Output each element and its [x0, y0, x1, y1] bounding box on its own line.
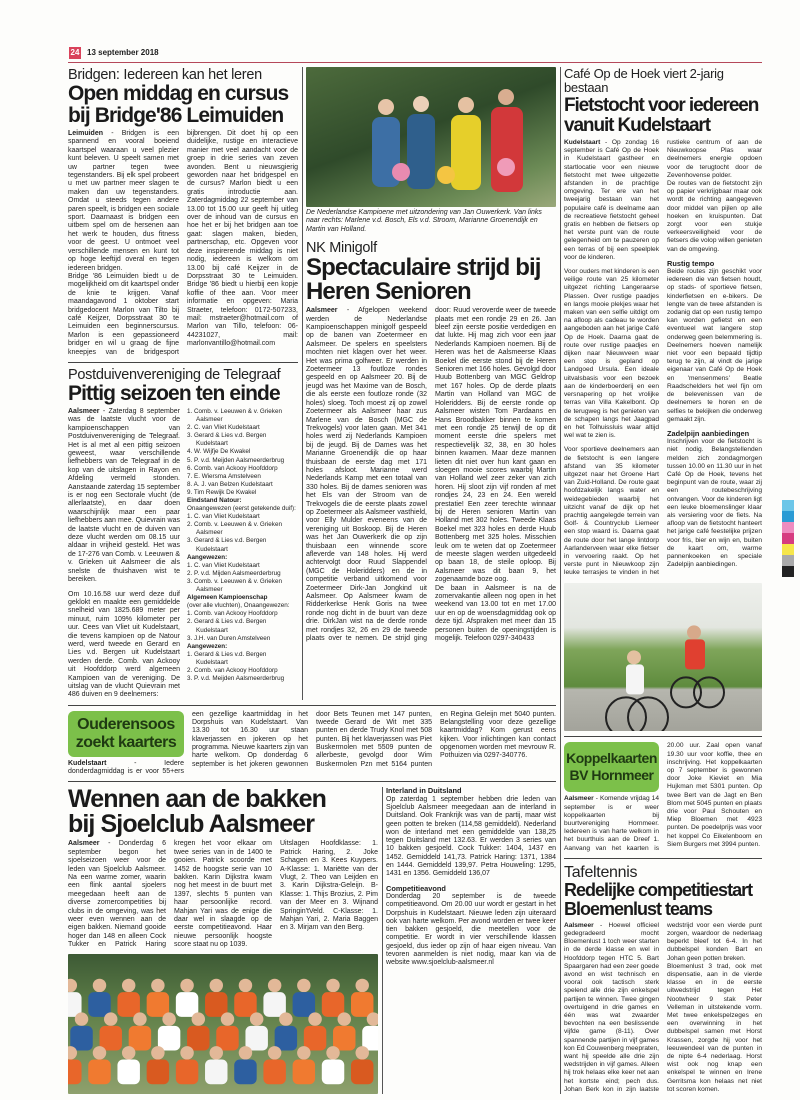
dateline: Aalsmeer — [306, 307, 338, 315]
person-body — [234, 1059, 256, 1084]
result-item: 3. J.H. van Duren Amstelveen — [187, 634, 271, 642]
koppelkaarten-body — [564, 742, 762, 852]
article-headline — [564, 881, 762, 919]
sjoel-main — [68, 787, 378, 1094]
article-duiven — [68, 367, 298, 700]
ouderensoos-body — [68, 711, 556, 777]
dateline: Aalsmeer — [564, 795, 594, 803]
result-item: 3. Gerard & Lies v.d. Bergen Kudelstaart — [187, 537, 267, 553]
article-body — [68, 130, 298, 357]
person-body — [322, 992, 344, 1017]
results-note: (over alle vluchten), Onaangewezen: — [187, 602, 290, 610]
result-item: 5. P. v.d. Meijden Aalsmeerderbrug — [187, 456, 285, 464]
person-body — [88, 992, 110, 1017]
person-body — [129, 1026, 151, 1051]
paragraph: Bridge '86 Leimuiden biedt u de mogelijkheid om dit kaartspel onder de knie te krijgen. Vanaf maandagavond 1 oktober start bridgedocent Marlon van Tilto bij café Keijzer, Dorpsstraat 30 te Leimuiden een beginnerscursus. Marlon is een gepassioneerd bridger en wil u graag de fijne kneepjes van de bridgesport bijbrengen. Dit doet hij op een duidelijke, rustige en interactieve manier met veel aandacht voor de groep in drie series van zeven avonden. Bent u nieuwsgierig geworden naar het bridgespel en de cursus? Marlon biedt u een gratis introductie aan. Zaterdagmiddag 22 september van 13.00 tot 15.00 uur geeft hij uitleg over de inhoud van de cursus en hoe het er bij het bridgen aan toe gaat: slagen maken, bieden, partnerschap, etc. Opgeven voor deze inspirerende middag is niet nodig, iedereen is welkom om 13.00 bij café Keijzer in de Dorpsstraat 30 te Leimuiden. Bridge '86 biedt u hierbij een kopje koffie of thee aan. Voor meer informatie en opgeven: Maria Straeter, telefoon: 0172-507233, mail: mstraeter@hotmail.com of Marlon van Tillo, telefoon: 06-44231027, mail: marlonvantillo@hotmail.com — [68, 130, 298, 356]
person-body — [234, 992, 256, 1017]
body-column — [68, 408, 180, 700]
left-middle-area — [68, 67, 556, 1094]
person-body — [99, 1026, 121, 1051]
article-headline: Pittig seizoen ten einde — [68, 381, 280, 405]
headline-line: Heren Senioren — [306, 278, 471, 306]
article-body — [564, 922, 762, 1094]
left-column — [68, 67, 298, 700]
person-body — [205, 1059, 227, 1084]
article-headline — [306, 256, 556, 304]
sjoel-body — [68, 840, 378, 949]
results-list — [187, 610, 298, 642]
headline-line: bij Bridge'86 Leimuiden — [68, 104, 284, 127]
result-item: 2. C. van Vliet Kudelstaart — [187, 424, 260, 432]
divider — [564, 736, 762, 737]
results-heading: Algemeen Kampioenschap — [187, 594, 268, 602]
person-head — [279, 1012, 292, 1025]
article-bridge — [68, 67, 298, 357]
person-head — [192, 1012, 205, 1025]
person-head — [122, 978, 135, 991]
person-body — [245, 1026, 267, 1051]
person-body — [293, 1059, 315, 1084]
headline-line: Redelijke competitiestart — [564, 879, 753, 900]
person-body — [351, 992, 373, 1017]
column-rule — [560, 67, 561, 1094]
person-head — [239, 1046, 252, 1059]
article-kicker: Bridgen: Iedereen kan het leren — [68, 67, 262, 83]
person-head — [221, 1012, 234, 1025]
paragraph: - Zaterdag 8 september was de laatste vlucht voor de kampioenschappen van Postduivenvereniging de Telegraaf. Het is al met al een pittig seizoen geweest, waar verschillende liefhebbers van de Telegraaf in de kop van de uitslagen in Rayon en Afdeling vermeld stonden. Aanstaande zaterdag 15 september is er nog een Sectorale vlucht (de allerlaatste), en daar doen waarschijnlijk maar een paar liefhebbers aan mee. Quievrain was de laatste vlucht en de duiven van deze vlucht werden om 08.15 uur aldaar in vrijheid gesteld. Het was de 17-276 van Comb. v. Leeuwen & v. Grieken uit Aalsmeer die als snelste de thuishaven wist te bereiken. — [68, 407, 180, 584]
paragraph: Donderdag 20 september is de tweede competitieavond. Om 20.00 uur wordt er gestart in het Dorpshuis in Kudelstaart. Nieuwe leden zijn uiteraard ook van harte welkom. Per avond worden er twee keer tien bakken gesjoeld, die meetellen voor de competitie. Er wordt in vier verschillende klassen gesjoeld, dus ieder op zijn of haar eigen niveau. Van tevoren aanmelden is niet nodig, maar kan via de website www.sjoelclub-aalsmeer.nl — [386, 892, 556, 967]
result-item: 7. E. Wiersma Amstelveen — [187, 472, 261, 480]
article-kicker: Postduivenvereniging de Telegraaf — [68, 366, 281, 383]
person-body — [147, 992, 169, 1017]
headline-line: Spectaculaire strijd bij — [306, 254, 541, 282]
person-body — [88, 1059, 110, 1084]
article-minigolf — [306, 240, 556, 643]
paragraph: De routes van de fietstocht zijn op papier verkrijgbaar maar ook wordt de richting aangegeven door middel van pijlen op alle hoeken en kruispunten. Dat zorgt voor een stukje verkeersveiligheid voor de fietsers die volop willen genieten van de omgeving. — [667, 180, 762, 253]
headline-line: bij Sjoelclub Aalsmeer — [68, 810, 315, 839]
sjoel-side — [386, 787, 556, 1094]
person-head — [297, 1046, 310, 1059]
results-list — [187, 651, 298, 683]
result-item: 8. A. J. van Belzen Kudelstaart — [187, 480, 273, 488]
paragraph: - Donderdag 6 september begon het sjoelseizoen weer voor de leden van Sjoelclub Aalsmeer. Na een warme zomer, waarin een flink aantal sjoelers meegedaan heeft aan de diverse zomercompetities bij clubs in de omgeving, was het weer even wennen aan de eigen bakken. Niemand gooide hoger dan 148 en alleen Cock Tukker en Patrick Haring kregen het voor elkaar om twee series van in de 1400 te gooien. Patrick scoorde met 1452 de hoogste serie van 10 bakken. Karin Dijkstra kwam nog het meest in de buurt met 1397, slechts 5 punten van haar persoonlijke record. Mahjan Yari was de enige die daar wel in slaagde op de eerste competitieavond. Haar nieuwe persoonlijk hoogste score staat nu op 1039. — [68, 840, 272, 949]
person-body — [333, 1026, 355, 1051]
headline-line: Wennen aan de bakken — [68, 785, 327, 814]
person-body — [187, 1026, 209, 1051]
article-headline — [68, 83, 298, 127]
paragraph: - Bridgen is een spannend en vooral boeiend kaartspel waaraan u veel plezier kunt beleven. U speelt samen met uw partner tegen twee tegenstanders. Bij elk spel probeert u met uw partner meer slagen te maken dan uw tegenstanders. Omdat u steeds tegen andere paren speelt, is bridgen een sociale sport. Daarnaast is bridgen een uitbem spel om de hersenen aan het werk te houden, dus fitness voor de geest. U ontmoet veel verschillende mensen en kunt tot op hoge leeftijd overal en tegen iedereen bridgen. — [68, 130, 179, 272]
paragraph: Beide routes zijn geschikt voor iedereen die van fietsen houdt, op stads- of sportieve fietsen, kinderfietsen en e-bikers. De lengte van de twee afstanden is zodanig dat op een rustig tempo kan worden gefietst en een eventueel wat langere stop onderweg geen belemmering is. Deelnemers hoeven namelijk niet voor een bepaald tijdtip terug te zijn, al vindt de jarige eigenaar van Café Op de Hoek en 'mensenmens' Beatle Raadschelders het wel fijn om de belevenissen van de deelnemers te horen en de selfies te bekijken die onderweg gemaakt zijn. — [667, 268, 762, 423]
paragraph: Uitslagen Hoofdklasse: 1. Patrick Haring, 2. Joke Schagen en 3. Kees Kuypers. A-Klasse: 1. Mariëtte van der Vlugt, 2. Theo van Leijden en 3. Karin Dijkstra-Geleijn. B-Klasse: 1. Thijs Brozius, 2. Pim van der Meer en 3. Wijnand Springin'tVeld. C-Klasse: 1. Mahjan Yari, 2. Maria Baggen en 3. Mirjam van den Berg. — [280, 840, 378, 932]
person-body — [205, 992, 227, 1017]
person-head — [239, 978, 252, 991]
person-head — [297, 978, 310, 991]
divider — [68, 362, 298, 363]
result-item: 1. Gerard & Lies v.d. Bergen Kudelstaart — [187, 650, 267, 666]
person-head — [338, 1012, 351, 1025]
dateline: Kudelstaart — [564, 139, 601, 146]
results-note: Onaangewezen (eerst getekende duif): — [187, 505, 296, 513]
dateline: Kudelstaart — [68, 759, 107, 767]
dateline: Aalsmeer — [564, 921, 594, 929]
result-item: 9. Tim Rewijk De Kwakel — [187, 488, 257, 496]
dateline: Aalsmeer — [68, 840, 100, 848]
issue-date: 13 september 2018 — [87, 48, 159, 57]
article-body — [306, 307, 556, 643]
paragraph: Voor sportieve deelnemers aan de fietstocht is een langere afstand van 35 kilometer uitgezet naar het Groene Hart van Zuid-Holland. De route gaat hoofdzakelijk langs water en weidegebieden waarbij het uitzicht vanaf de dijk op het prachtig aangelegde terrein van Golf- & Countryclub Liemeer een stop waard is. Daarna gaat de route door het lange lintdorp Aarlanderveen waar elke fietser in vervoering raakt. Op het verste punt in Nieuwkoop zijn leuke terrasjes te vinden in het rustieke centrum of aan de Nieuwkoopse Plas waar deelnemers energie opdoen voor de terugtocht door de Zevenhovense polder. — [564, 139, 762, 577]
results-list — [187, 513, 298, 553]
photo-people — [306, 67, 556, 207]
result-item: 6. Comb. van Ackooy Hoofddorp — [187, 464, 278, 472]
paragraph: - Op zondag 16 september is Café Op de Hoek in Kudelstaart gastheer en startlocatie voor een nieuwe fietstocht met twee uitgezette afstanden in de prachtige omgeving. Ter ere van het tweejarig bestaan van het populaire café is deelname aan de recreatieve fietstocht geheel gratis en hebben de fietsers op het verste punt van de route gelegenheid om te pauzeren op een terras of bij een speelplek voor de kinderen. — [564, 139, 659, 261]
article-cafe — [564, 67, 762, 578]
person-head — [122, 1046, 135, 1059]
person-head — [93, 978, 106, 991]
article-headline — [68, 787, 378, 837]
results-list — [187, 562, 298, 594]
divider — [68, 705, 556, 706]
person-head — [268, 1046, 281, 1059]
person-head — [355, 978, 368, 991]
results-heading: Aangewezen: — [187, 642, 228, 650]
person-body — [293, 992, 315, 1017]
paragraph: Op zaterdag 1 september hebben drie leden van Sjoelclub Aalsmeer meegedaan aan de interland in Duitsland. Ook Frankrijk was van de partij, maar wist geen potten te breken (114,58 gemiddeld). Nederland won de interland met een gemiddelde van 138,25 tegen Duitsland met 132.63. Er werden 3 series van 10 bakken gesjoeld. Cock Tukker: 1404, 1437 en 1452. Gemiddeld 141,73. Patrick Haring: 1371, 1384 en 1444. Gemiddeld 139,97. Petra Houweling: 1295, 1431 en 1356. Gemiddeld 136,07 — [386, 795, 556, 878]
article-body — [68, 408, 298, 700]
subheading: Rustig tempo — [667, 258, 715, 268]
person-body — [263, 992, 285, 1017]
subheading: Interland in Duitsland — [386, 786, 462, 796]
paragraph: - Komende vrijdag 14 september is er weer koppelkaarten bij buurtvereniging Hornmeer. Iedereen is van harte welkom in het buurthuis aan de Dreef 1. Aanvang van het kaarten is 20.00 uur. Zaal open vanaf 19.30 uur voor koffie, thee en inschrijving. Het koppelkaarten op 7 september is gewonnen door Joke Kieviet en Mia Hujkman met 5301 punten. Op twee Bert van de Jagt en Ben Blom met 5045 punten en plaats drie voor Paul Schouten en Miep Bloemen met 4923 punten. De poedelprijs was voor het koppel Co Eikelenboom en Siem Burgers met 3994 punten. — [564, 742, 762, 852]
result-item: 1. C. van Vliet Kudelstaart — [187, 513, 260, 521]
person-head — [268, 978, 281, 991]
right-column — [564, 67, 762, 1094]
paragraph: De baan in Aalsmeer is na de zomervakantie alleen nog open in het weekend van 13.00 tot en met 17.00 uur en op de woensdagmiddag ook op deze tijd. Afspraken met meer dan 15 personen buiten de openingstijden is mogelijk. Telefoon 0297-340433 — [435, 584, 556, 643]
paragraph: Bloemenlust 3 trad, ook met dispensatie, aan in de vierde klasse en in de eerste uitwedstrijd tegen Het Nootwheer 9 stak Peter Velleman in uitstekende vorm. Met twee enkelspelzeges en een overwinning in het dubbelspel samen met Horst Krassen, zorgde hij voor het leeuwendeel van de punten in de nipte 6-4 nederlaag. Horst wist ook nog knap een enkelspel te winnen en Irene Gerritsma kon helaas net niet tot scoren komen. — [667, 962, 762, 1093]
photo-group — [68, 954, 378, 1094]
result-item: 3. P. v.d. Meijden Aalsmeerderbrug — [187, 675, 285, 683]
person-head — [93, 1046, 106, 1059]
result-item: 4. W. Wijfje De Kwakel — [187, 448, 251, 456]
article-sjoel — [68, 787, 556, 1094]
article-body — [564, 139, 762, 578]
result-item: 2. Comb. v. Leeuwen & v. Grieken Aalsmeer — [187, 521, 282, 537]
headline-line: Open middag en cursus — [68, 82, 289, 105]
person-head — [180, 1046, 193, 1059]
paragraph: Inschrijven voor de fietstocht is niet nodig. Belangstellenden melden zich zondagmorgen tussen 10.00 en 11.30 uur in het Café Op de Hoek, tevens het beginpunt van de route, waar zij een routebeschrijving ontvangen. Voor de kinderen ligt een leuke bloemenslinger klaar als versiering voor de fiets. Na afloop van de fietstocht hanteert het jarige café feestelijke prijzen voor fris, bier en wijn en, buiten de kaart om, warme pannenkoeken en speciale Zadelpijn aanbiedingen. — [667, 438, 762, 569]
sjoel-interland — [386, 787, 556, 967]
person-body — [117, 992, 139, 1017]
sjoelclub-photo — [68, 954, 378, 1094]
person-body — [68, 1059, 82, 1084]
person-body — [263, 1059, 285, 1084]
article-kicker: Tafeltennis — [564, 863, 638, 881]
print-color-bar — [782, 500, 794, 577]
person-body — [70, 1026, 92, 1051]
ouderensoos-headline: Ouderensoos zoekt kaarters — [68, 711, 184, 757]
column-rule — [382, 787, 383, 1094]
divider — [68, 781, 556, 782]
results-list — [187, 408, 298, 497]
person-head — [75, 1012, 88, 1025]
article-headline — [564, 96, 762, 136]
results-heading: Eindstand Natour: — [187, 497, 242, 504]
person-head — [68, 978, 77, 991]
person-head — [162, 1012, 175, 1025]
person-head — [151, 1046, 164, 1059]
person-body — [117, 1059, 139, 1084]
koppelkaarten-headline: Koppelkaarten BV Hornmeer — [564, 742, 659, 792]
paragraph: Om 10.16.58 uur werd deze duif geklokt en maakte een gemiddelde snelheid van 1825.689 meter per minuut, ruim 109% kilometer per uur. Cees van Vliet uit Kudelstaart, die tevens kampioen op de Natour werd, werd tweede en Gerard en Lies v.d. Bergen uit Kudelstaart werden derde. Comb. van Ackooy uit Hoofddorp werd algemeen Kampioen van de vereniging. De uitslag van de vlucht Quievrain met 486 duiven en 9 deelnemers: — [68, 590, 180, 699]
minigolf-photo — [306, 67, 556, 207]
dateline: Aalsmeer — [68, 407, 100, 415]
paragraph: - Hoewel officieel gedegradeerd mocht Bloemenlust 1 toch weer starten in de derde klasse en wel in Hoofddorp tegen HTC 5. Bart Spaargaren had een zeer goede avond en wist technisch en vooral ook tactisch sterk spelend alle drie zijn enkelspel partijen te winnen. Twee gingen overtuigend in drie games en één was wat zwaarder bevochten na een beslissende vijfde game (8-11). Over spannende partijen in vijf games kon Ed Couwenberg meepraten, want hij speelde alle drie zijn wedstrijden in vijf games. Alleen hij trok helaas elke keer net aan het kortste eind; pech dus. Johan Berk kon in zijn laatste wedstrijd voor een vierde punt zorgen, waardoor de nederlaag beperkt bleef tot 6-4. In het dubbelspel konden Bart en Johan geen potten breken. — [564, 921, 762, 1093]
column-rule — [302, 67, 303, 700]
result-item: 1. Comb. v. Leeuwen & v. Grieken Aalsmeer — [187, 407, 282, 424]
results-heading: Aangewezen: — [187, 553, 228, 561]
person-head — [133, 1012, 146, 1025]
person-head — [180, 978, 193, 991]
person-head — [104, 1012, 117, 1025]
person-head — [210, 978, 223, 991]
subheading: Zadelpijn aanbiedingen — [667, 428, 750, 438]
result-item: 3. Gerard & Lies v.d. Bergen Kudelstaart — [187, 432, 267, 448]
page-number: 24 — [70, 48, 80, 57]
article-kicker: NK Minigolf — [306, 240, 377, 257]
person-head — [308, 1012, 321, 1025]
person-body — [275, 1026, 297, 1051]
paragraph: Voor ouders met kinderen is een veilige route van 25 kilometer uitgezet richting Langeraarse Plassen. Over rustige paadjes en langs mooie plekjes waar het maken van een selfie uitdigt om na afloop als cadeau te worden aangeboden aan het jarige Café Op de Hoek. Daarna gaat de route over rustige paadjes en dijken naar Nieuwveen waar een stop is gepland op Landgoed Ursula. Een ideale uitvalsbasis voor een bezoek aan de kinderboerderij en een versnapering op het vrolijke terras van Villa Kakelbont. Op de terugweg is het genieten van de schapen langs het Jaagpad en het Tolhuissluis waar altijd wel wat te zien is. — [564, 268, 659, 440]
divider — [564, 858, 762, 859]
person-head — [355, 1046, 368, 1059]
person-body — [158, 1026, 180, 1051]
result-item: 3. Comb. v. Leeuwen & v. Grieken Aalsmeer — [187, 577, 282, 594]
person-head — [326, 978, 339, 991]
results-column — [187, 408, 298, 700]
person-body — [351, 1059, 373, 1084]
person-body — [304, 1026, 326, 1051]
result-item: 2. Gerard & Lies v.d. Bergen Kudelstaart — [187, 618, 267, 634]
person-body — [176, 992, 198, 1017]
person-body — [216, 1026, 238, 1051]
result-item: 2. Comb. van Ackooy Hoofddorp — [187, 666, 278, 674]
paragraph: - Afgelopen weekend werden de Nederlandse Kampioenschappen minigolf gespeeld op de banen van Zoetermeer en Aalsmeer. De spelers en speelsters mochten niet klagen over het weer. Het was prima golfweer. Er werden in Zoetermeer 13 foutloze rondes gespeeld en op Aalsmeer 20. Bij de jeugd was het Maxime van de Bosch, die als eerste een foutloze ronde (32 holes) sloeg. Toch moest zij op zowel Zoetermeer als Aalsmeer haar zus Marlene van de Bosch (MGC de Trekvogels) voor laten gaan. Met 341 holes werd zij Nederlands Kampioen bij de jeugd. Bij de Dames was het Marianne Groenendijk die op haar thuisbaan de eerste dag met 171 holes afsloot. Marianne werd Nederlands Kamp met een totaal van 330 holes. Bij de dames senioren was het Els van der Stroom van de Trekvogels die de eerste plaats zowel op Zoetermeer als Aalsmeer vasthield, voor Elly Mulder eveneens van de vereniging uit Boskoop. Bij de Heren was het Jan Ouwerkerk die op zijn thuisbaan een winnende score afleverde van 148 holes. Hij werd achtervolgt door Ruud Slappendel (MGC de Holeridders) en de in competitie verband uitkomend voor Zoetermeer Dirk-Jan Jongkind uit Aalsmeer. Op Aalsmeer kwam de Ridderkerkse Henk Goris na twee ronde nog dicht in de buurt van deze drie. DirkJan wist na de derde ronde met rondjes 32, 26 en 29 de tweede plaats over te nemen. De strijd ging door: Ruud veroverde weer de tweede plaats met een rondje 29 en 26. Jan bleef zijn eerste positie verdedigen en dat lukte. Hij mag zich voor een jaar Nederlands Kampioen noemen. Bij de Heren was het de Aalsmeerse Klaas Boekel die eerste stond bij de Heren Senioren met 166 holes. Gevolgd door Huub Bottenberg van MGC Geldrop met 167 holes. Op de derde plaats Martin van Holland van MGC de Holeridders. Bij de eerste ronde op Aalsmeer wisten Tom Pardaans en Hans Broodbakker binnen te komen met een rondje 25 terwijl de op dit moment eerste drie spelers met respectievelijk 32, 38, en 30 holes binnen kwamen. Maar deze mannen lieten dit niet over hun kant gaan en sloegen mooie scores waarbij Martin van Holland wel zeer zeker van zich horen. Hij sloot zijn vijf ronden af met rondjes 24, 23 en 24. Een wereld prestatie! Een zeer terechte winnaar bij de Heren senioren Martin van Holland met 302 holes. Tweede Klaas Boekel met 323 holes en derde Huub Bottenberg met 325 holes. Misschien leuk om te weten dat op Zoetermeer de meeste slagen werden uitgedeeld op baan 18, de steile oploop. Bij Aalsmeer was dit baan 9, het zogenaamde boze oog. — [306, 307, 556, 643]
person-body — [147, 1059, 169, 1084]
headline-line: vanuit Kudelstaart — [564, 115, 710, 136]
person-body — [176, 1059, 198, 1084]
result-item: 1. Comb. van Ackooy Hoofddorp — [187, 610, 278, 618]
subheading: Competitieavond — [386, 883, 446, 893]
paragraph: - Iedere donderdagmiddag is er voor 55+ers een gezellige kaartmiddag in het Dorpshuis van Kudelstaart. Van 13.30 tot 16.30 uur staan klaverjassen en jokeren op het programma. Nieuwe kaarters zijn van harte welkom. Op donderdag 6 september is het jokeren gewonnen door Bets Teunen met 147 punten, tweede Gerard de Wit met 335 punten en derde Trudy Knol met 508 punten. Bij het klaverjassen was Piet Buskermolen met 5509 punten de allerbeste, gevolgd door Wim Buskermolen Pzn met 5164 punten en Regina Geleijn met 5040 punten. Belangstelling voor deze gezellige kaartmiddag? Kom gerust eens kijken. Voor inlichtingen kan contact opgenomen worden met mevrouw R. Pothuizen via 0297-340776. — [68, 710, 556, 776]
result-item: 2. P. v.d. Mijden Aalsmeerderbrug — [187, 569, 281, 577]
person-head — [326, 1046, 339, 1059]
person-head — [151, 978, 164, 991]
cycling-photo — [564, 583, 762, 732]
person-head — [250, 1012, 263, 1025]
page-grid — [68, 67, 762, 1094]
article-kicker: Café Op de Hoek viert 2-jarig bestaan — [564, 66, 724, 95]
headline-line: Bloemenlust teams — [564, 898, 713, 919]
top-row — [68, 67, 556, 700]
header-rule — [68, 62, 762, 63]
photo-caption: De Nederlandse Kampioene met uitzondering van Jan Ouwerkerk. Van links naar rechts: Marlene v.d. Bosch, Els v.d. Stroom, Marianne Groenendijk en Martin van Holland. — [306, 209, 542, 233]
person-body — [322, 1059, 344, 1084]
middle-column — [306, 67, 556, 700]
headline-line: Fietstocht voor iedereen — [564, 95, 759, 116]
dateline: Leimuiden — [68, 130, 104, 137]
person-head — [210, 1046, 223, 1059]
photo-cyclists — [564, 583, 762, 732]
result-item: 1. C. van Vliet Kudelstaart — [187, 561, 260, 569]
article-tafeltennis — [564, 864, 762, 1094]
